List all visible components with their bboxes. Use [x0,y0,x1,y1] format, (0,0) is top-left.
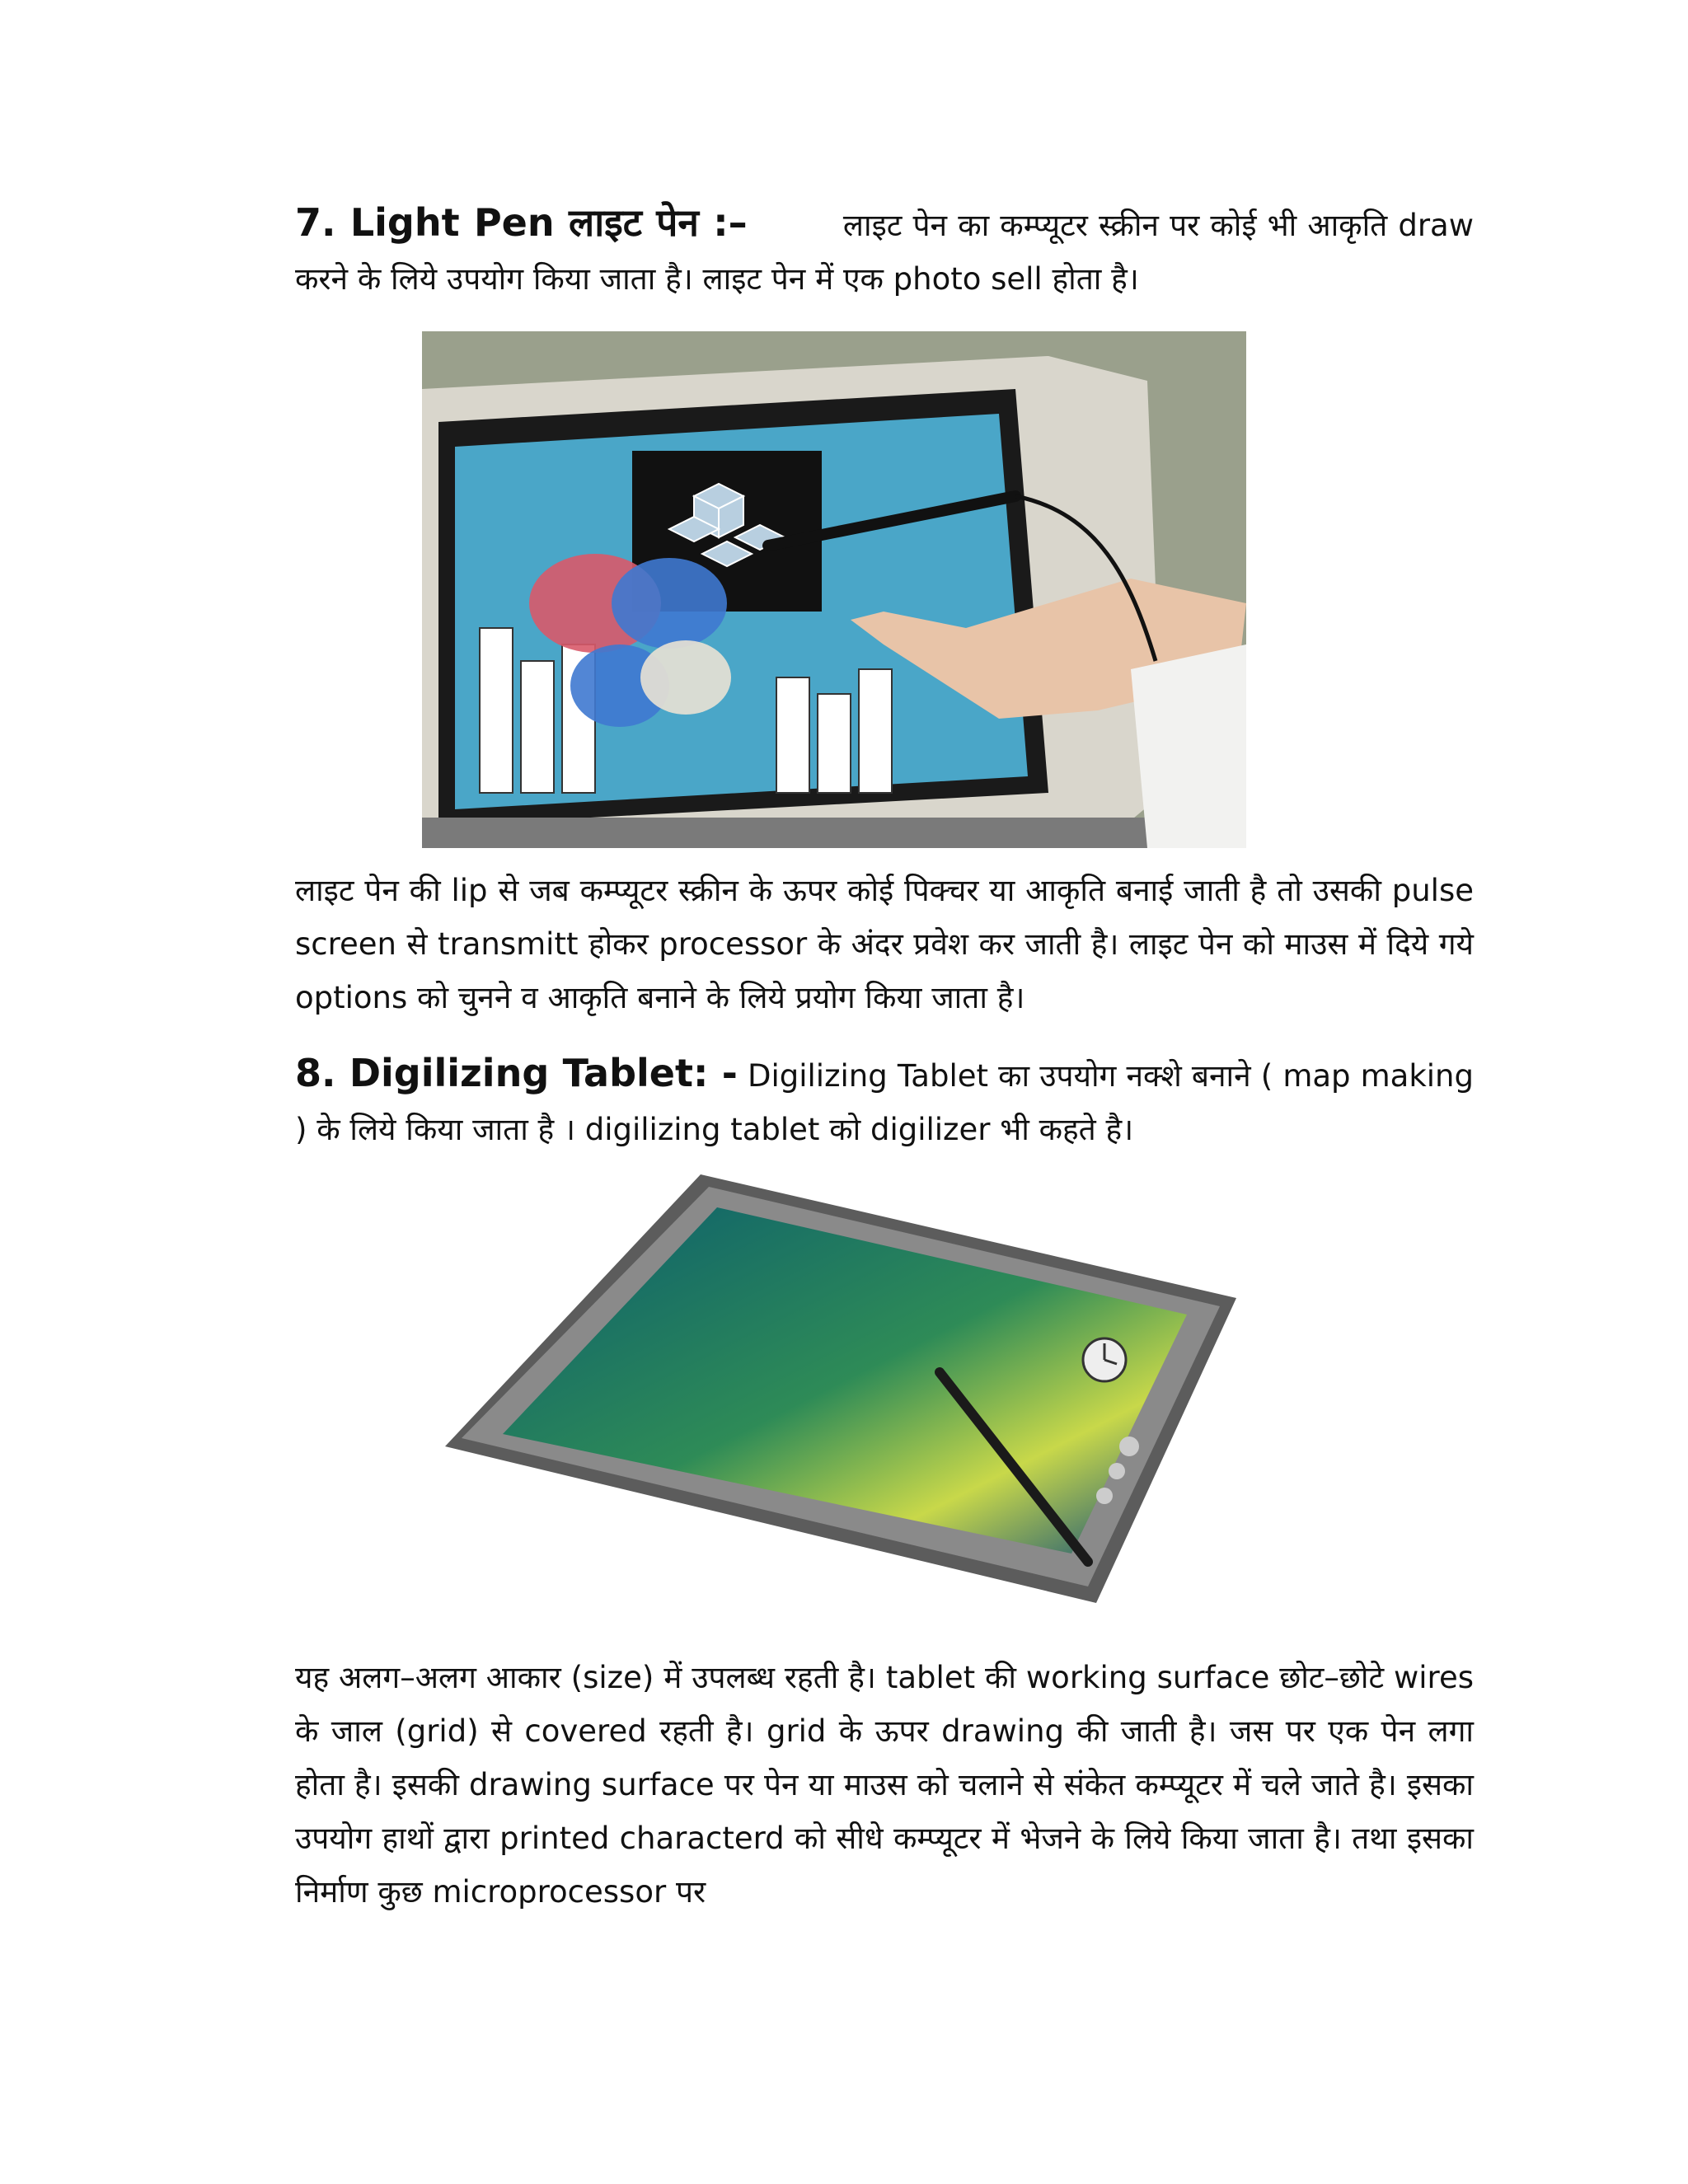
light-pen-illustration [422,331,1246,848]
light-pen-description: लाइट पेन की lip से जब कम्प्यूटर स्क्रीन के ऊपर कोई पिक्चर या आकृति बनाई जाती है तो उसकी pulse screen से transmitt होकर processor के अंदर प्रवेश कर जाती है। लाइट पेन को माउस में दिये गये options को चुनने व आकृति बनाने के लिये प्रयोग किया जाता है। [295,873,1474,1015]
digitizing-tablet-text: Digilizing Tablet का उपयोग नक्शे बनाने ( map making ) के लिये किया जाता है । digilizing tablet को digilizer भी कहते है। [295,1058,1474,1147]
light-pen-photo [422,331,1246,848]
light-pen-heading: 7. Light Pen लाइट पेन :– [295,200,748,245]
light-pen-intro [295,196,1474,306]
light-pen-text: लाइट पेन का कम्प्यूटर स्क्रीन पर कोई भी आकृति draw करने के लिये उपयोग किया जाता है। लाइट पेन में एक photo sell होता है। [295,208,1474,297]
tablet-illustration [445,1174,1253,1603]
digitizing-tablet-intro [295,1047,1474,1156]
digitizing-tablet-description: यह अलग–अलग आकार (size) में उपलब्ध रहती है। tablet की working surface छोट–छोटे wires के जाल (grid) से covered रहती है। grid के ऊपर drawing की जाती है। जस पर एक पेन लगा होता है। इसकी drawing surface पर पेन या माउस को चलाने से संकेत कम्प्यूटर में चले जाते है। इसका उपयोग हाथों द्वारा printed characterd को सीधे कम्प्यूटर में भेजने के लिये किया जाता है। तथा इसका निर्माण कुछ microprocessor पर [295,1660,1474,1910]
digitizing-tablet-heading: 8. Digilizing Tablet: - [295,1051,738,1095]
tablet-photo [445,1174,1253,1603]
